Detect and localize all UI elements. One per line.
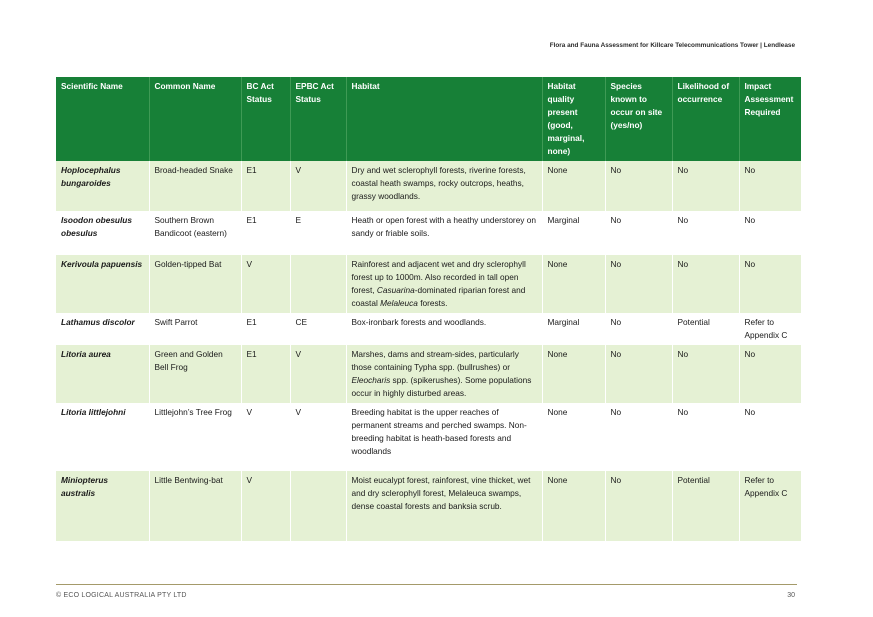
cell-impact: No (739, 211, 801, 255)
cell-common-name: Southern Brown Bandicoot (eastern) (149, 211, 241, 255)
col-header-scientific-name: Scientific Name (56, 77, 149, 161)
cell-epbc-status: V (290, 161, 346, 211)
cell-likelihood: No (672, 255, 739, 313)
cell-likelihood: No (672, 403, 739, 471)
cell-habitat (346, 255, 542, 313)
cell-species-known: No (605, 313, 672, 345)
table-row (56, 345, 801, 403)
cell-common-name: Golden-tipped Bat (149, 255, 241, 313)
footer-copyright: © ECO LOGICAL AUSTRALIA PTY LTD (56, 592, 187, 599)
col-header-species-known: Species known to occur on site (yes/no) (605, 77, 672, 161)
habitat-genus: Eleocharis (351, 375, 391, 385)
cell-common-name: Swift Parrot (149, 313, 241, 345)
table-row (56, 471, 801, 541)
cell-epbc-status: V (290, 345, 346, 403)
habitat-text: -dominated riparian forest and coastal (351, 285, 526, 308)
cell-common-name: Little Bentwing-bat (149, 471, 241, 541)
col-header-impact-assessment: Impact Assessment Required (739, 77, 801, 161)
cell-habitat (346, 345, 542, 403)
cell-scientific-name: Hoplocephalus bungaroides (56, 161, 149, 211)
cell-likelihood: Potential (672, 313, 739, 345)
cell-habitat: Moist eucalypt forest, rainforest, vine thicket, wet and dry sclerophyll forest, Melaleuca swamps, dense coastal forests and banksia scrub. (346, 471, 542, 541)
cell-habitat-quality: None (542, 471, 605, 541)
col-header-epbc-act-status: EPBC Act Status (290, 77, 346, 161)
col-header-habitat-quality: Habitat quality present (good, marginal, none) (542, 77, 605, 161)
cell-epbc-status (290, 255, 346, 313)
cell-bc-status: V (241, 471, 290, 541)
cell-species-known: No (605, 471, 672, 541)
cell-common-name: Littlejohn’s Tree Frog (149, 403, 241, 471)
habitat-text: spp. (spikerushes). Some populations occur in highly disturbed areas. (351, 375, 532, 398)
cell-habitat-quality: None (542, 161, 605, 211)
page-header-title: Flora and Fauna Assessment for Killcare Telecommunications Tower | Lendlease (549, 42, 795, 49)
cell-habitat-quality: None (542, 403, 605, 471)
cell-scientific-name: Isoodon obesulus obesulus (56, 211, 149, 255)
cell-habitat-quality: Marginal (542, 211, 605, 255)
cell-scientific-name: Litoria littlejohni (56, 403, 149, 471)
cell-species-known: No (605, 211, 672, 255)
table-row (56, 403, 801, 471)
cell-species-known: No (605, 403, 672, 471)
cell-epbc-status: E (290, 211, 346, 255)
cell-impact: No (739, 345, 801, 403)
cell-bc-status: E1 (241, 345, 290, 403)
table-header-row (56, 77, 801, 161)
habitat-genus: Casuarina (376, 285, 415, 295)
cell-habitat: Dry and wet sclerophyll forests, riverine forests, coastal heath swamps, rocky outcrops, heaths, grassy woodlands. (346, 161, 542, 211)
cell-common-name: Broad-headed Snake (149, 161, 241, 211)
cell-bc-status: E1 (241, 313, 290, 345)
cell-species-known: No (605, 161, 672, 211)
cell-impact: No (739, 161, 801, 211)
cell-bc-status: E1 (241, 161, 290, 211)
table-row (56, 211, 801, 255)
cell-habitat: Breeding habitat is the upper reaches of permanent streams and perched swamps. Non-breeding habitat is heath-based forests and woodlands (346, 403, 542, 471)
cell-likelihood: No (672, 211, 739, 255)
page-number: 30 (787, 592, 795, 599)
cell-likelihood: Potential (672, 471, 739, 541)
cell-habitat: Box-ironbark forests and woodlands. (346, 313, 542, 345)
col-header-habitat: Habitat (346, 77, 542, 161)
cell-habitat: Heath or open forest with a heathy understorey on sandy or friable soils. (346, 211, 542, 255)
table-row (56, 255, 801, 313)
cell-habitat-quality: None (542, 255, 605, 313)
cell-scientific-name: Litoria aurea (56, 345, 149, 403)
footer-divider (56, 584, 797, 585)
habitat-text: forests. (417, 298, 448, 308)
habitat-genus: Melaleuca (380, 298, 418, 308)
cell-impact: Refer to Appendix C (739, 313, 801, 345)
cell-habitat-quality: Marginal (542, 313, 605, 345)
cell-impact: Refer to Appendix C (739, 471, 801, 541)
cell-likelihood: No (672, 345, 739, 403)
cell-epbc-status (290, 471, 346, 541)
table-row (56, 161, 801, 211)
habitat-text: Marshes, dams and stream-sides, particularly those containing Typha spp. (bullrushes) or (351, 349, 519, 372)
cell-epbc-status: CE (290, 313, 346, 345)
cell-species-known: No (605, 345, 672, 403)
cell-bc-status: V (241, 255, 290, 313)
cell-habitat-quality: None (542, 345, 605, 403)
table-row (56, 313, 801, 345)
col-header-bc-act-status: BC Act Status (241, 77, 290, 161)
cell-impact: No (739, 255, 801, 313)
cell-scientific-name: Kerivoula papuensis (56, 255, 149, 313)
cell-bc-status: E1 (241, 211, 290, 255)
cell-species-known: No (605, 255, 672, 313)
cell-impact: No (739, 403, 801, 471)
col-header-common-name: Common Name (149, 77, 241, 161)
cell-scientific-name: Miniopterus australis (56, 471, 149, 541)
cell-likelihood: No (672, 161, 739, 211)
cell-bc-status: V (241, 403, 290, 471)
col-header-likelihood: Likelihood of occurrence (672, 77, 739, 161)
species-assessment-table (56, 77, 802, 541)
habitat-text: Rainforest and adjacent wet and dry sclerophyll forest up to 1000m. Also recorded in tall open forest, (351, 259, 526, 295)
cell-common-name: Green and Golden Bell Frog (149, 345, 241, 403)
cell-scientific-name: Lathamus discolor (56, 313, 149, 345)
cell-epbc-status: V (290, 403, 346, 471)
